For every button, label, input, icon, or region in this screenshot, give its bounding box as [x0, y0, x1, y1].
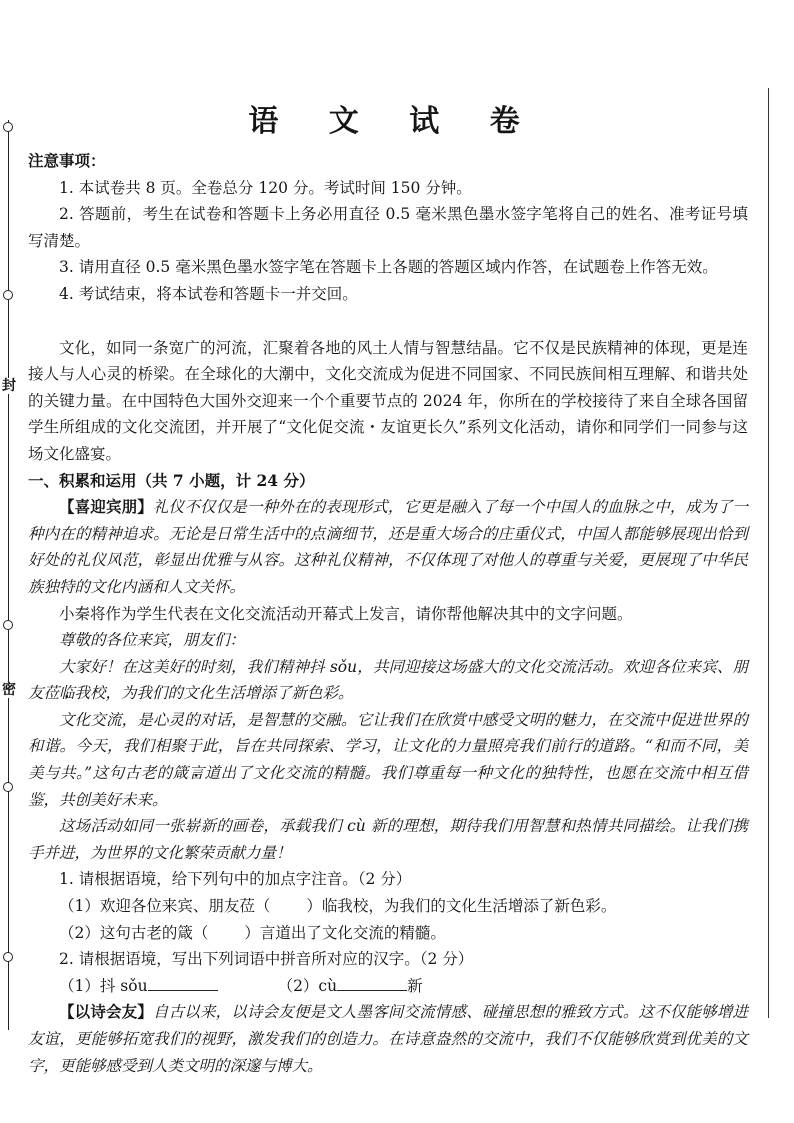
notice-item: 4. 考试结束，将本试卷和答题卡一并交回。: [59, 284, 358, 303]
notice-heading: 注意事项：: [28, 151, 106, 170]
welcome-text: 礼仪不仅仅是一种外在的表现形式，它更是融入了每一个中国人的血脉之中，成为了一种内在的精神追求。无论是日常生活中的点滴细节，还是重大场合的庄重仪式，中国人都能够展现出恰到好处的礼仪风范，彰显出优雅与从容。这种礼仪精神，不仅体现了对他人的尊重与关爱，更展现了中华民族独特的文化内涵和人文关怀。: [28, 498, 748, 596]
right-margin-rule: [768, 88, 769, 1018]
question-text: （2）这句古老的箴（: [59, 923, 209, 942]
poetry-paragraph: [28, 999, 748, 1079]
speech-greeting: 尊敬的各位来宾，朋友们：: [59, 631, 246, 650]
speech-text: 大家好！在这美好的时刻，我们精神抖 sǒu，共同迎接这场盛大的文化交流活动。欢迎各位来宾、朋友: [28, 657, 748, 703]
speech-text: 文化交流，是心灵的对话，是智慧的交融。它让我们在欣赏中感受文明的魅力，在交流中促进世界的和谐。今天，我们相聚于此，旨在共同探索、学习，让文化的力量照亮我们前行的道路。“和而不同，美美与共。”这句古老的: [28, 710, 748, 783]
question-1b: [28, 920, 748, 947]
task-instruction: 小秦将作为学生代表在文化交流活动开幕式上发言，请你帮他解决其中的文字问题。: [59, 604, 633, 623]
binding-hole: [3, 290, 13, 300]
binding-hole: [3, 122, 13, 132]
section-heading: 一、积累和运用（共 7 小题，计 24 分）: [28, 470, 315, 490]
question-text: ）临我校，为我们的文化生活增添了新色彩。: [306, 897, 617, 916]
question-text: （2）cù: [277, 976, 338, 995]
answer-blank[interactable]: [148, 974, 218, 991]
question-text: ）言道出了文化交流的精髓。: [244, 923, 446, 942]
speech-paragraph: [28, 654, 748, 707]
speech-text: 临我校，为我们的文化生活增添了新色彩。: [59, 684, 354, 703]
poetry-text: 自古以来，以诗会友便是文人墨客间交流情感、碰撞思想的雅致方式。这不仅能够增进友谊，更能够拓宽我们的视野，激发我们的创造力。在诗意盎然的交流中，我们不仅能够欣赏到优美的文字，更能够感受到人类文明的深邃与博大。: [28, 1003, 748, 1075]
binding-seal-char: 封: [2, 378, 16, 394]
question-1a: [28, 893, 748, 920]
intro-paragraph: 文化，如同一条宽广的河流，汇聚着各地的风土人情与智慧结晶。它不仅是民族精神的体现，更是连接人与人心灵的桥梁。在全球化的大潮中，文化交流成为促进不同国家、不同民族间相互理解、和谐共处的关键力量。在中国特色大国外交迎来一个个重要节点的 2024 年，你所在的学校接待了来自全球各国留学生所组成的文化交流团，并开展了“文化促交流・友谊更长久”系列文化活动，请你和同学们一同参与这场文化盛宴。: [28, 338, 748, 463]
spacer: [28, 308, 748, 335]
welcome-paragraph: [28, 494, 748, 600]
question-1-stem: 1. 请根据语境，给下列句中的加点字注音。（2 分）: [59, 870, 412, 889]
question-2-items: [28, 973, 748, 1000]
answer-blank[interactable]: [337, 974, 407, 991]
binding-hole: [3, 620, 13, 630]
question-text: 新: [407, 976, 423, 995]
exam-title: 语 文 试 卷: [248, 104, 540, 139]
notice-item: 2. 答题前，考生在试卷和答题卡上务必用直径 0.5 毫米黑色墨水签字笔将自己的姓名、准考证号填写清楚。: [28, 205, 748, 250]
speech-text: 言道出了文化交流的精髓。我们尊重每一种文化的独特性，也愿在交流中相互借鉴，共创美好未来。: [28, 764, 748, 809]
question-2-stem: 2. 请根据语境，写出下列词语中拼音所对应的汉字。（2 分）: [59, 950, 474, 969]
welcome-tag: 【喜迎宾朋】: [59, 497, 153, 517]
dotted-char: 莅: [43, 684, 60, 703]
poetry-tag: 【以诗会友】: [59, 1002, 153, 1022]
binding-line: [8, 120, 9, 1030]
notice-item: 1. 本试卷共 8 页。全卷总分 120 分。考试时间 150 分钟。: [59, 178, 472, 197]
exam-content: [28, 92, 748, 1079]
notice-item: 3. 请用直径 0.5 毫米黑色墨水签字笔在答题卡上各题的答题区域内作答，在试题卷上作答无效。: [59, 258, 718, 277]
speech-paragraph: [28, 707, 748, 813]
binding-hole: [3, 952, 13, 962]
question-text: （1）抖 sǒu: [59, 976, 148, 995]
binding-hole: [3, 782, 13, 792]
question-text: （1）欢迎各位来宾、朋友莅（: [59, 897, 271, 916]
binding-secret-char: 密: [2, 682, 16, 698]
speech-paragraph: 这场活动如同一张崭新的画卷，承载我们 cù 新的理想，期待我们用智慧和热情共同描绘。让我们携手并进，为世界的文化繁荣贡献力量！: [28, 817, 748, 862]
dotted-char: 箴: [172, 764, 189, 783]
